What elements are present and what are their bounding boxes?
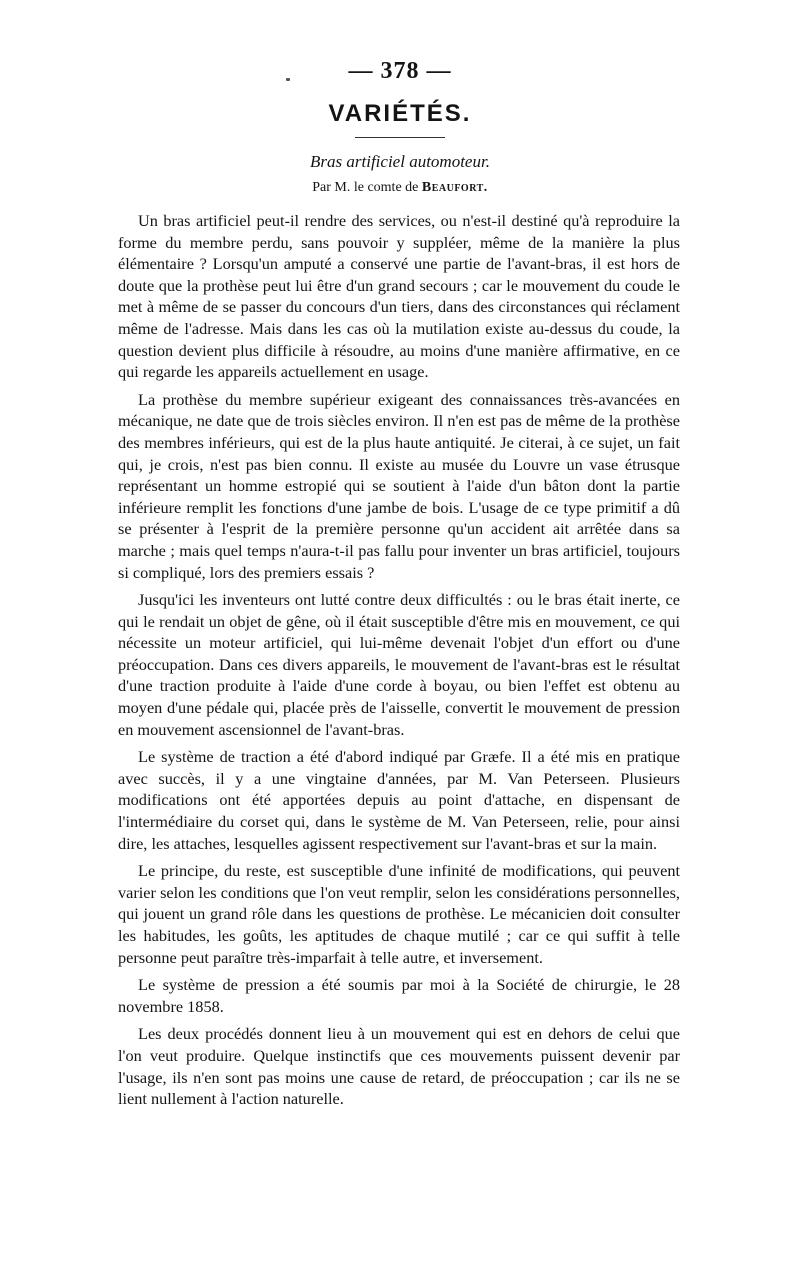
article-body <box>118 210 680 1110</box>
paragraph: Les deux procédés donnent lieu à un mouvement qui est en dehors de celui que l'on veut produire. Quelque instinctifs que ces mouvements puissent devenir par l'usage, ils n'en sont pas moins une cause de retard, de préoccupation ; car ils ne se lient nullement à l'action naturelle. <box>118 1024 680 1109</box>
title-rule <box>355 137 445 138</box>
byline <box>0 180 800 196</box>
byline-prefix: Par M. le comte de <box>312 180 422 195</box>
paragraph: Un bras artificiel peut-il rendre des services, ou n'est-il destiné qu'à reproduire la forme du membre perdu, sans pouvoir y suppléer, même de la manière la plus élémentaire ? Lorsqu'un amputé a conservé une partie de l'avant-bras, il est hors de doute que la prothèse peut lui être d'un grand secours ; car le mouvement du coude le met à même de se passer du concours d'un tiers, dans des circonstances qui réclament même de l'adresse. Mais dans les cas où la mutilation existe au-dessus du coude, la question devient plus difficile à résoudre, au moins d'une manière affirmative, en ce qui regarde les appareils actuellement en usage. <box>118 211 680 382</box>
byline-author: Beaufort. <box>421 180 488 195</box>
paragraph: Le système de pression a été soumis par moi à la Société de chirurgie, le 28 novembre 1858. <box>118 975 680 1016</box>
paragraph: Jusqu'ici les inventeurs ont lutté contre deux difficultés : ou le bras était inerte, ce qui le rendait un objet de gêne, où il était susceptible d'être mis en mouvement, ce qui nécessite un moteur artificiel, qui lui-même devenait l'objet d'un effort ou d'une préoccupation. Dans ces divers appareils, le mouvement de l'avant-bras est le résultat d'une traction produite à l'aide d'une corde à boyau, ou bien l'effet est obtenu au moyen d'une pédale qui, placée près de l'aisselle, convertit le mouvement de pression en mouvement ascensionnel de l'avant-bras. <box>118 590 680 739</box>
paragraph: Le système de traction a été d'abord indiqué par Græfe. Il a été mis en pratique avec succès, il y a une vingtaine d'années, par M. Van Peterseen. Plusieurs modifications ont été apportées depuis au point d'attache, en dispensant de l'intermédiaire du corset qui, dans le système de M. Van Peterseen, relie, pour ainsi dire, les attaches, lesquelles agissent respectivement sur l'avant-bras et sur la main. <box>118 747 680 853</box>
paragraph: La prothèse du membre supérieur exigeant des connaissances très-avancées en mécanique, ne date que de trois siècles environ. Il n'en est pas de même de la prothèse des membres inférieurs, qui est de la plus haute antiquité. Je citerai, à ce sujet, un fait qui, je crois, n'est pas bien connu. Il existe au musée du Louvre un vase étrusque représentant un homme estropié qui se soutient à l'aide d'un bâton dont la partie inférieure remplit les fonctions d'une jambe de bois. L'usage de ce type primitif a dû se présenter à l'esprit de la première personne qu'un accident ait arrêtée dans sa marche ; mais quel temps n'aura-t-il pas fallu pour inventer un bras artificiel, toujours si compliqué, lors des premiers essais ? <box>118 389 680 582</box>
section-title: VARIÉTÉS. <box>328 100 472 127</box>
paragraph: Le principe, du reste, est susceptible d'une infinité de modifications, qui peuvent varier selon les conditions que l'on veut remplir, selon les considérations personnelles, qui jouent un grand rôle dans les questions de prothèse. Le mécanicien doit consulter les habitudes, les goûts, les aptitudes de chaque mutilé ; car ce qui suffit à telle personne peut paraître très-imparfait à telle autre, et inversement. <box>118 861 680 967</box>
article-title: Bras artificiel automoteur. <box>310 152 490 171</box>
page-number: — 378 — <box>348 58 452 84</box>
